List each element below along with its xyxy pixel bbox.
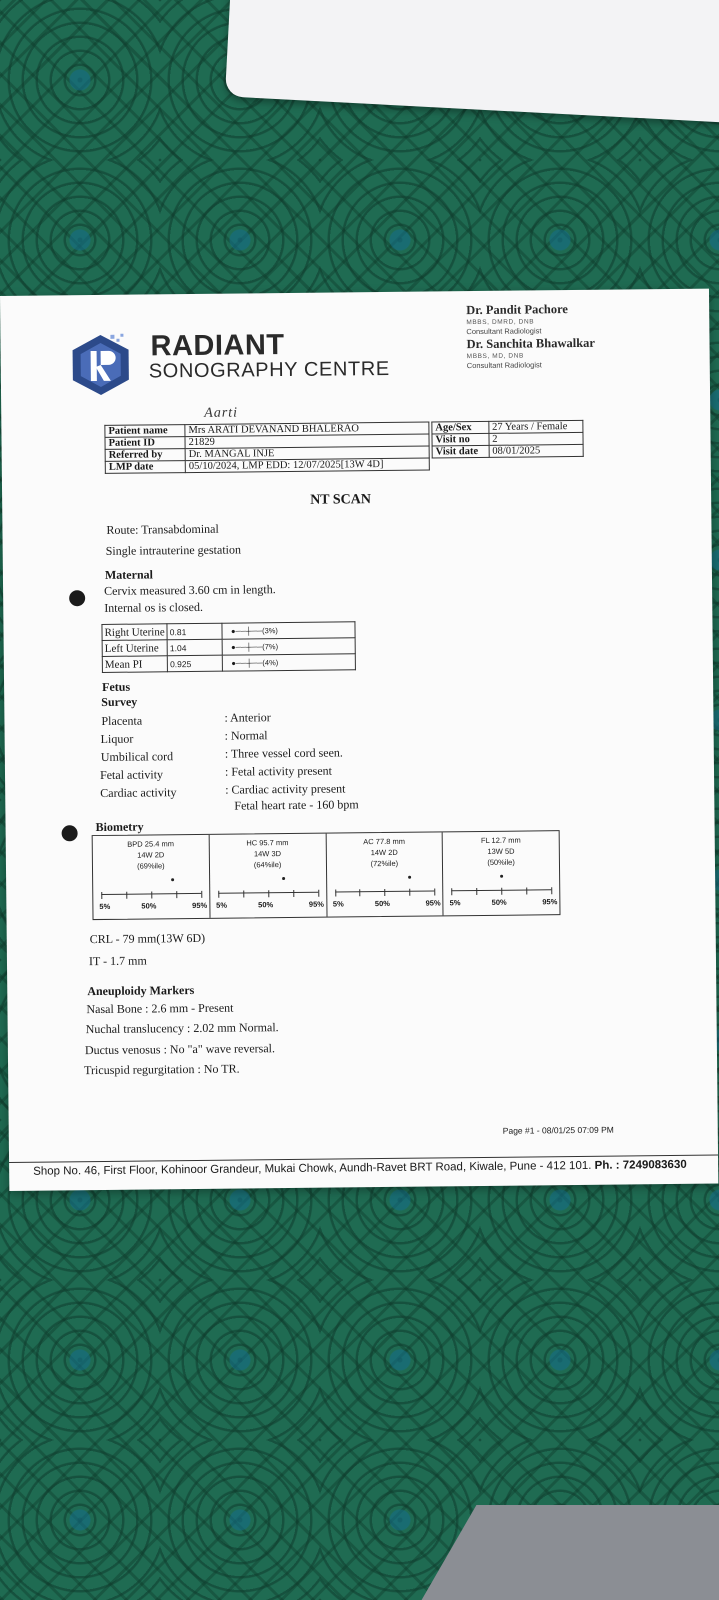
scale-label: 50%: [491, 897, 507, 907]
visit-date: 08/01/2025: [489, 444, 583, 457]
percentile-scale: [451, 889, 551, 891]
label: Referred by: [105, 449, 185, 462]
percentile-marker: [408, 876, 411, 879]
scale-label: 95%: [308, 899, 324, 909]
marker-item: Tricuspid regurgitation : No TR.: [84, 1061, 240, 1078]
biometry-percentile: (69%ile): [137, 861, 165, 871]
scale-tick: [293, 890, 294, 897]
scale-tick: [451, 888, 452, 895]
scale-tick: [101, 892, 102, 899]
scale-label: 50%: [374, 898, 390, 909]
scale-tick: [201, 891, 202, 898]
pi-value: 0.81: [167, 623, 222, 640]
biometry-percentile: (64%ile): [253, 860, 282, 870]
patient-name: Mrs ARATI DEVANAND BHALERAO: [185, 422, 429, 437]
percentile-scale: [335, 890, 435, 892]
scale-tick: [151, 891, 152, 898]
scale-tick: [318, 890, 319, 897]
scale-label: 50%: [258, 900, 274, 910]
gestation: Single intrauterine gestation: [105, 542, 242, 558]
pi-table: [101, 621, 356, 673]
scale-label: 95%: [425, 898, 441, 908]
scale-tick: [176, 891, 177, 898]
percentile-scale: [218, 892, 318, 894]
handwritten-note: Aarti: [204, 405, 239, 421]
fetus-label: Cardiac activity: [100, 785, 177, 800]
scale-tick: [126, 892, 127, 899]
biometry-age: 14W 2D: [370, 847, 398, 858]
label: Patient name: [105, 425, 185, 438]
marker-item: Nasal Bone : 2.6 mm - Present: [86, 1000, 234, 1017]
bullet-icon: [69, 590, 85, 606]
it-text: IT - 1.7 mm: [88, 953, 147, 969]
fetus-value: : Fetal activity present: [224, 763, 333, 779]
fetus-heading: Fetus: [102, 679, 131, 694]
label: Patient ID: [105, 437, 185, 450]
pi-gauge: ●──┼──(3%): [222, 622, 355, 639]
brand-name: RADIANT: [150, 329, 285, 363]
report-sheet: [0, 289, 718, 1191]
scale-tick: [335, 890, 336, 897]
pi-percent: (3%): [262, 626, 278, 636]
pi-percent: (7%): [262, 642, 279, 652]
doctor-1-degree: MBBS, DMRD, DNB: [466, 318, 535, 327]
biometry-heading: Biometry: [95, 819, 144, 835]
scale-tick: [385, 889, 386, 896]
biometry-cell: [209, 834, 327, 918]
scale-tick: [218, 891, 219, 898]
fetus-value: : Three vessel cord seen.: [224, 745, 343, 761]
age-sex: 27 Years / Female: [489, 420, 583, 433]
scale-tick: [526, 888, 527, 895]
biometry-measure: AC 77.8 mm: [363, 836, 405, 847]
background-paper: [225, 0, 719, 124]
phone-label: Ph. :: [594, 1159, 620, 1172]
scale-label: 50%: [141, 901, 157, 911]
doctor-2-role: Consultant Radiologist: [466, 360, 542, 371]
label: LMP date: [105, 461, 185, 474]
scale-tick: [410, 889, 411, 896]
biometry-age: 13W 5D: [487, 846, 515, 856]
label: Age/Sex: [432, 421, 489, 434]
pi-value: 0.925: [167, 655, 222, 672]
scale-tick: [434, 888, 435, 895]
biometry-measure: HC 95.7 mm: [246, 838, 289, 848]
report-title: NT SCAN: [310, 492, 372, 508]
referred-by: Dr. MANGAL INJE: [185, 446, 429, 461]
scale-tick: [501, 888, 502, 895]
background-surface: [422, 1505, 719, 1600]
biometry-cell: [443, 831, 560, 915]
scale-label: 95%: [192, 900, 208, 911]
marker-item: Ductus venosus : No "a" wave reversal.: [84, 1041, 276, 1058]
table-row: [102, 654, 355, 673]
fetal-heart-rate: Fetal heart rate - 160 bpm: [234, 797, 359, 813]
scale-tick: [360, 889, 361, 896]
scale-label: 5%: [332, 899, 344, 909]
scale-tick: [551, 887, 552, 894]
scale-label: 95%: [542, 897, 558, 907]
maternal-heading: Maternal: [104, 567, 153, 582]
page-info: Page #1 - 08/01/25 07:09 PM: [502, 1124, 614, 1136]
scale-label: 5%: [216, 900, 228, 910]
fetus-value: : Anterior: [224, 710, 271, 725]
pi-label: Mean PI: [102, 656, 167, 673]
biometry-measure: FL 12.7 mm: [480, 835, 521, 845]
scale-label: 5%: [449, 898, 461, 908]
os-text: Internal os is closed.: [104, 599, 203, 615]
phone-number: 7249083630: [622, 1158, 687, 1172]
doctor-2-degree: MBBS, MD, DNB: [466, 352, 524, 361]
markers-heading: Aneuploidy Markers: [87, 983, 195, 999]
percentile-marker: [171, 878, 174, 881]
label: Visit no: [432, 433, 489, 446]
survey-heading: Survey: [101, 694, 138, 709]
pi-gauge: ●──┼──(7%): [222, 638, 355, 655]
marker-item: Nuchal translucency : 2.02 mm Normal.: [85, 1020, 279, 1037]
biometry-cell: [326, 832, 444, 916]
doctor-1-role: Consultant Radiologist: [466, 326, 542, 337]
pi-label: Right Uterine: [102, 624, 167, 641]
biometry-age: 14W 2D: [137, 850, 165, 860]
cervix-text: Cervix measured 3.60 cm in length.: [104, 582, 276, 598]
biometry-cell: [93, 835, 211, 919]
biometry-measure: BPD 25.4 mm: [127, 839, 175, 849]
fetus-label: Umbilical cord: [100, 749, 174, 764]
scale-tick: [476, 888, 477, 895]
visit-info-table: [431, 420, 583, 459]
lmp-date: 05/10/2024, LMP EDD: 12/07/2025[13W 4D]: [185, 458, 429, 473]
radiant-logo-icon: [70, 333, 131, 398]
pi-gauge: ●──┼──(4%): [222, 654, 355, 671]
pi-value: 1.04: [167, 639, 222, 656]
fetus-value: : Cardiac activity present: [225, 781, 346, 797]
address-text: Shop No. 46, First Floor, Kohinoor Grandeur, Mukai Chowk, Aundh-Ravet BRT Road, Kiwale, Pune - 412 101.: [33, 1159, 592, 1178]
doctor-2-name: Dr. Sanchita Bhawalkar: [466, 335, 595, 352]
brand-subtitle: SONOGRAPHY CENTRE: [148, 357, 390, 383]
percentile-marker: [500, 875, 503, 878]
bullet-icon: [62, 825, 78, 841]
doctor-1-name: Dr. Pandit Pachore: [466, 302, 568, 318]
pi-label: Left Uterine: [102, 640, 167, 657]
scale-label: 5%: [99, 901, 111, 911]
pi-percent: (4%): [262, 658, 279, 668]
fetus-label: Placenta: [101, 713, 143, 728]
visit-no: 2: [489, 432, 583, 445]
percentile-scale: [101, 893, 201, 895]
biometry-table: [92, 830, 561, 920]
scale-tick: [268, 890, 269, 897]
scale-tick: [243, 890, 244, 897]
biometry-percentile: (50%ile): [487, 857, 515, 867]
fetus-label: Fetal activity: [99, 767, 164, 782]
fetus-label: Liquor: [100, 731, 134, 746]
percentile-marker: [282, 877, 285, 880]
route: Route: Transabdominal: [106, 521, 219, 537]
patient-id: 21829: [185, 434, 429, 449]
biometry-age: 14W 3D: [253, 849, 282, 859]
biometry-percentile: (72%ile): [370, 858, 399, 869]
crl-text: CRL - 79 mm(13W 6D): [89, 930, 206, 947]
patient-info-table: [104, 422, 429, 474]
label: Visit date: [432, 445, 489, 458]
fetus-value: : Normal: [224, 728, 268, 743]
